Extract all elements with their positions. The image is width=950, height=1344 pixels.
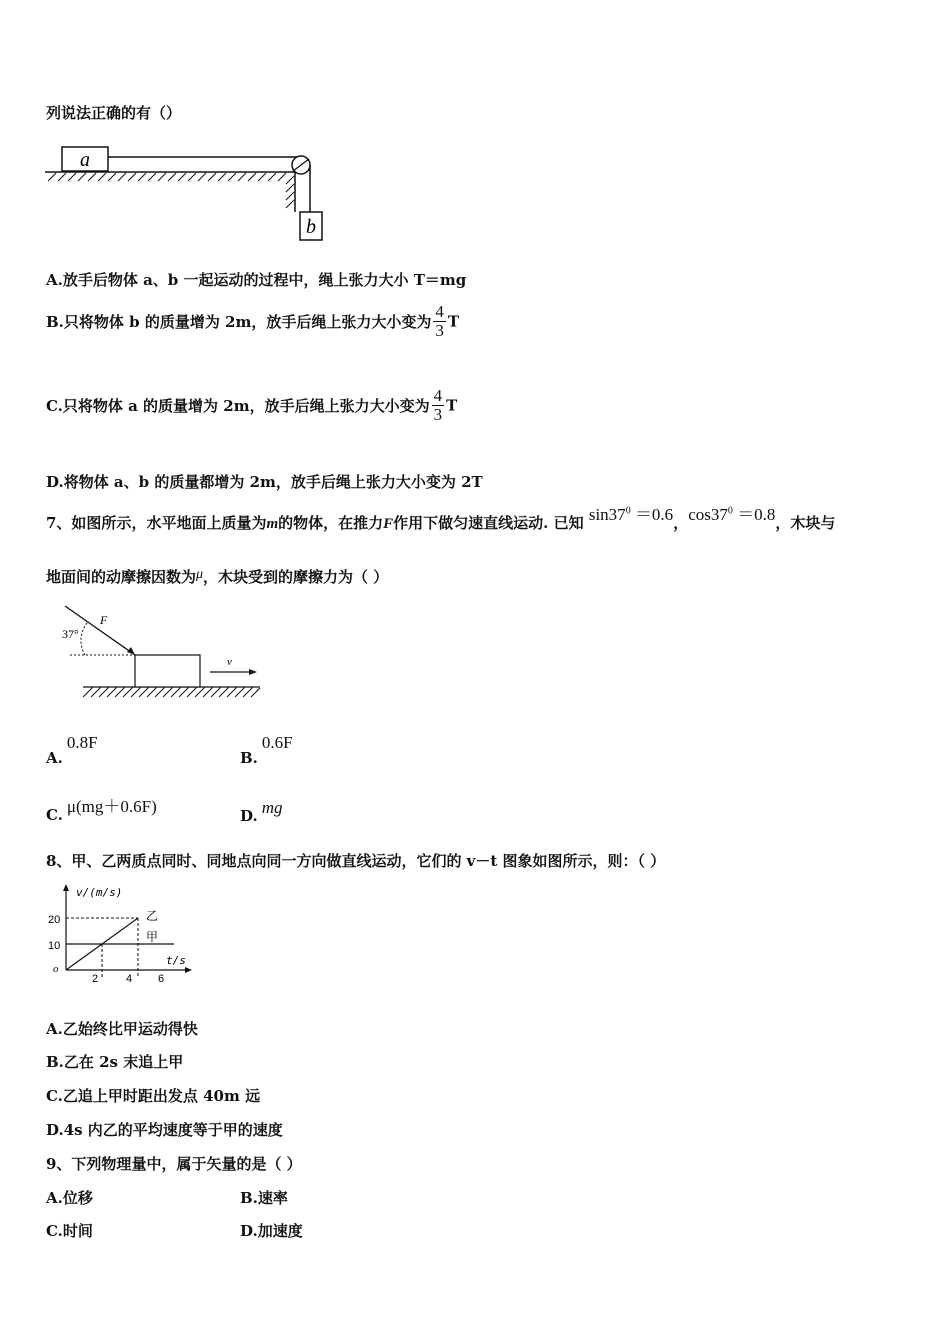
- q6-option-c: C.只将物体 a 的质量增为 2m，放手后绳上张力大小变为 $\frac{4}{3}$ T: [46, 386, 458, 424]
- q9-option-d: D.加速度: [240, 1222, 303, 1240]
- fraction-4-3: $\frac{4}{3}$: [433, 386, 443, 424]
- q7-option-a: A.0.8F: [46, 733, 98, 767]
- q9-option-b: B.速率: [240, 1189, 288, 1207]
- push-force-diagram: [55, 600, 270, 705]
- q9-option-c: C.时间: [46, 1222, 93, 1240]
- q7-option-b-expr: 0.6F: [261, 733, 293, 752]
- angle-label: 37°: [62, 627, 79, 641]
- q6-option-a: A.放手后物体 a、b 一起运动的过程中，绳上张力大小 T＝mg: [46, 271, 467, 289]
- q9-stem: 9、下列物理量中，属于矢量的是（ ）: [46, 1155, 302, 1173]
- vt-chart: [46, 880, 196, 990]
- q8-option-c: C.乙追上甲时距出发点 40m 远: [46, 1087, 261, 1105]
- q8-option-d: D.4s 内乙的平均速度等于甲的速度: [46, 1121, 283, 1139]
- chart-ylabel: v/(m/s): [76, 886, 123, 899]
- q8-option-b: B.乙在 2s 末追上甲: [46, 1053, 184, 1071]
- q7-option-c-expr: μ(mg＋0.6F): [66, 797, 157, 816]
- block-b-label: b: [306, 216, 316, 238]
- q6-option-b-text: B.只将物体 b 的质量增为 2m，放手后绳上张力大小变为: [46, 313, 432, 331]
- x-tick-2: 2: [92, 973, 99, 985]
- intro-text: 列说法正确的有（）: [46, 104, 182, 122]
- fraction-4-3: $\frac{4}{3}$: [435, 302, 444, 340]
- q9-option-a: A.位移: [46, 1189, 93, 1207]
- q7-stem-line1: 7、如图所示，水平地面上质量为m的物体，在推力F作用下做匀速直线运动. 已知 $\sin 37^0 =0.6$，$\cos 37^0 =0.8$，木块与: [46, 505, 836, 532]
- q6-option-b: B.只将物体 b 的质量增为 2m，放手后绳上张力大小变为 $\frac{4}{3}$ T: [46, 302, 460, 340]
- q7-option-a-expr: 0.8F: [66, 733, 98, 752]
- series-label-yi: 乙: [146, 909, 159, 923]
- x-axis-arrow: [185, 967, 192, 973]
- velocity-label: v: [227, 656, 232, 668]
- x-tick-6: 6: [158, 973, 165, 985]
- y-axis-arrow: [63, 884, 69, 891]
- x-tick-4: 4: [126, 973, 133, 985]
- q7-option-b: B.0.6F: [240, 733, 293, 767]
- series-label-jia: 甲: [146, 930, 159, 944]
- q6-option-c-text: C.只将物体 a 的质量增为 2m，放手后绳上张力大小变为: [46, 397, 430, 415]
- q7-stem-line2: 地面间的动摩擦因数为μ，木块受到的摩擦力为（ ）: [46, 567, 389, 586]
- block-a-label: a: [80, 149, 90, 171]
- chart-xlabel: t/s: [166, 954, 186, 967]
- q8-option-a: A.乙始终比甲运动得快: [46, 1020, 198, 1038]
- y-tick-10: 10: [48, 940, 61, 952]
- q7-option-d-expr: mg: [261, 798, 283, 817]
- block: [135, 655, 200, 687]
- force-label: F: [100, 613, 108, 627]
- q8-stem: 8、甲、乙两质点同时、同地点向同一方向做直线运动，它们的 v－t 图象如图所示，则：（ ）: [46, 852, 666, 870]
- q6-option-d: D.将物体 a、b 的质量都增为 2m，放手后绳上张力大小变为 2T: [46, 473, 483, 491]
- pulley-diagram: [40, 140, 340, 250]
- chart-origin: o: [53, 963, 59, 975]
- q7-option-c: C. μ(mg＋0.6F): [46, 797, 157, 824]
- q7-option-d: D. mg: [240, 798, 283, 825]
- y-tick-20: 20: [48, 914, 61, 926]
